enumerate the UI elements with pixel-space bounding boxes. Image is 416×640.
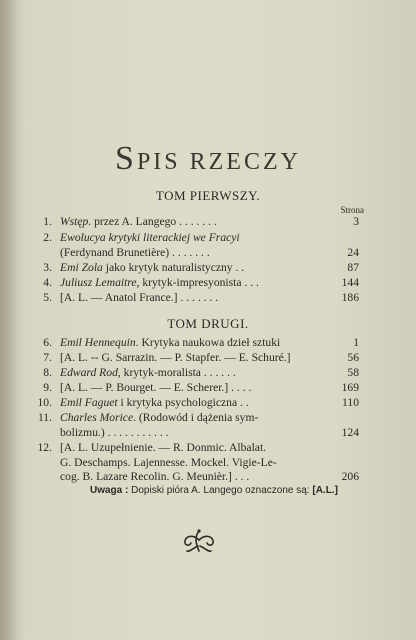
toc-entry: [0, 366, 416, 382]
floral-ornament-icon: [181, 528, 217, 554]
footnote: [90, 485, 338, 496]
entry-page: 58: [347, 366, 359, 379]
title-initial: S: [115, 140, 137, 177]
tom1-heading: TOM PIERWSZY.: [155, 188, 261, 203]
toc-entry: [0, 381, 416, 397]
entry-author: Emil Hennequin: [60, 336, 136, 349]
title-rest: PIS RZECZY: [136, 149, 301, 175]
entry-leader: . . . . . . .: [177, 291, 219, 304]
entry-text: przez A. Langego: [91, 215, 177, 228]
toc-entry: [0, 441, 416, 457]
entry-leader: . . . . . . .: [169, 246, 210, 259]
entry-leader: . .: [232, 261, 245, 274]
toc-entry: [0, 336, 416, 352]
toc-entry: [0, 261, 416, 277]
entry-text: [A. L. — Anatol France.]: [60, 291, 178, 304]
entry-text: G. Deschamps. Lajennesse. Mockel. Vigie-Le-: [60, 456, 277, 469]
entry-text: [A. L. -- G. Sarrazin. — P. Stapfer. — E. Schuré.]: [60, 351, 291, 364]
entry-text: [A. L. Uzupełnienie. — R. Donmic. Albalat.: [60, 441, 267, 454]
entry-leader: . . . . . . .: [176, 215, 217, 228]
entry-text: . Krytyka naukowa dzieł sztuki: [135, 336, 281, 349]
entry-page: 186: [341, 291, 359, 304]
entry-leader: . . . .: [228, 381, 252, 394]
entry-leader: . . . . . . . . . . .: [104, 426, 169, 439]
entry-leader: . .: [237, 396, 249, 409]
tom2-heading: TOM DRUGI.: [167, 316, 249, 331]
toc-entry-continuation: [0, 246, 416, 262]
entry-page: 24: [347, 246, 359, 259]
toc-entry-continuation: [0, 426, 416, 442]
entry-author: Emil Faguet: [60, 396, 118, 409]
entry-text: [A. L. — P. Bourget. — E. Scherer.]: [60, 381, 229, 394]
entry-text: , krytyk-moralista: [117, 366, 201, 379]
entry-page: 1: [353, 336, 359, 349]
entry-leader: . . .: [241, 276, 259, 289]
page-column-label: Strona: [340, 205, 364, 215]
entry-number: 2.: [43, 231, 52, 244]
entry-number: 5.: [43, 291, 52, 304]
footnote-label: Uwaga :: [90, 485, 129, 496]
entry-leader: . . .: [231, 470, 250, 483]
toc-entry: [0, 231, 416, 247]
entry-text: . (Rodowód i dążenia sym-: [133, 411, 259, 424]
entry-author: Edward Rod: [60, 366, 118, 379]
toc-entry: [0, 215, 416, 231]
toc-entry: [0, 276, 416, 292]
entry-text: cog. B. Lazare Recolin. G. Meunièr.]: [60, 470, 232, 483]
entry-page: 144: [341, 276, 359, 289]
entry-number: 10.: [37, 396, 52, 409]
entry-author: Wstęp.: [60, 215, 92, 228]
entry-number: 11.: [37, 411, 52, 424]
toc-entry: [0, 396, 416, 412]
entry-author: Charles Morice: [60, 411, 134, 424]
toc-entry: [0, 291, 416, 307]
entry-number: 3.: [43, 261, 52, 274]
entry-number: 7.: [43, 351, 52, 364]
entry-page: 124: [341, 426, 359, 439]
entry-page: 206: [341, 470, 359, 483]
entry-page: 169: [341, 381, 359, 394]
footnote-mark: [A.L.]: [312, 485, 338, 496]
toc-entry: [0, 351, 416, 367]
entry-author: Juliusz Lemaitre: [60, 276, 137, 289]
entry-author: Ewolucya krytyki literackiej we Fracyi: [60, 231, 240, 244]
entry-number: 8.: [43, 366, 52, 379]
entry-text: jako krytyk naturalistyczny: [102, 261, 233, 274]
page-title: [0, 140, 416, 178]
entry-text: , krytyk-impresyonista: [136, 276, 242, 289]
entry-leader: . . . . . .: [200, 366, 236, 379]
entry-page: 87: [347, 261, 359, 274]
entry-number: 6.: [43, 336, 52, 349]
entry-page: 110: [342, 396, 359, 409]
toc-entry: [0, 411, 416, 427]
entry-page: 56: [347, 351, 359, 364]
entry-number: 1.: [43, 215, 52, 228]
entry-text: (Ferdynand Brunetière): [60, 246, 170, 259]
entry-number: 4.: [43, 276, 52, 289]
entry-author: Emi Zola: [60, 261, 103, 274]
entry-text: i krytyka psychologiczna: [117, 396, 238, 409]
entry-number: 12.: [37, 441, 52, 454]
entry-page: 3: [353, 215, 359, 228]
entry-text: bolizmu.): [60, 426, 105, 439]
toc-entry-continuation: [0, 470, 416, 486]
footnote-text: Dopiski pióra A. Langego oznaczone są:: [128, 485, 313, 496]
entry-number: 9.: [43, 381, 52, 394]
